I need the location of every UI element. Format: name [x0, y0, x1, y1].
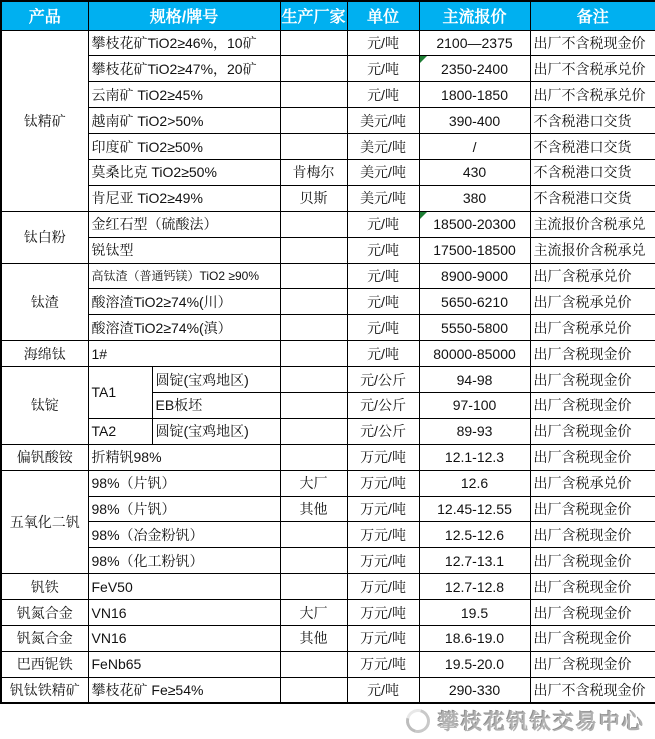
table-cell [280, 341, 347, 367]
table-cell: 12.45-12.55 [419, 496, 530, 522]
table-cell: 8900-9000 [419, 263, 530, 289]
table-cell: 美元/吨 [347, 134, 419, 160]
table-row [1, 367, 655, 393]
table-row [1, 651, 655, 677]
table-cell: VN16 [88, 625, 280, 651]
column-header: 规格/牌号 [88, 1, 280, 30]
table-cell: 元/吨 [347, 237, 419, 263]
table-cell: 97-100 [419, 392, 530, 418]
table-cell: 折精钒98% [88, 444, 280, 470]
column-header: 主流报价 [419, 1, 530, 30]
product-cell: 钒氮合金 [1, 625, 88, 651]
table-cell: 出厂含税现金价 [530, 522, 655, 548]
table-row [1, 496, 655, 522]
table-row [1, 444, 655, 470]
table-cell: 17500-18500 [419, 237, 530, 263]
table-cell: 万元/吨 [347, 470, 419, 496]
table-cell: 元/吨 [347, 341, 419, 367]
table-cell: 出厂含税现金价 [530, 625, 655, 651]
table-row [1, 108, 655, 134]
table-row [1, 625, 655, 651]
table-cell [280, 211, 347, 237]
table-cell: 肯梅尔 [280, 159, 347, 185]
column-header: 备注 [530, 1, 655, 30]
product-cell: 钛白粉 [1, 211, 88, 263]
table-cell: 万元/吨 [347, 522, 419, 548]
table-cell: 出厂含税承兑价 [530, 263, 655, 289]
table-cell: 出厂含税现金价 [530, 651, 655, 677]
table-cell [280, 30, 347, 56]
table-cell: 元/吨 [347, 315, 419, 341]
table-cell: FeV50 [88, 574, 280, 600]
table-row [1, 418, 655, 444]
product-cell: 钒氮合金 [1, 600, 88, 626]
table-cell: 万元/吨 [347, 651, 419, 677]
table-cell: 12.5-12.6 [419, 522, 530, 548]
table-cell: 不含税港口交货 [530, 159, 655, 185]
table-cell [280, 651, 347, 677]
product-cell: 钒铁 [1, 574, 88, 600]
table-cell: 锐钛型 [88, 237, 280, 263]
table-row [1, 263, 655, 289]
table-cell: 肯尼亚 TiO2≥49% [88, 185, 280, 211]
table-row [1, 289, 655, 315]
table-cell: 元/公斤 [347, 392, 419, 418]
table-cell: 出厂含税现金价 [530, 600, 655, 626]
table-row [1, 185, 655, 211]
table-cell [280, 548, 347, 574]
table-cell: 380 [419, 185, 530, 211]
product-cell: 钛锭 [1, 367, 88, 445]
table-cell: 贝斯 [280, 185, 347, 211]
table-row [1, 134, 655, 160]
table-cell: 云南矿 TiO2≥45% [88, 82, 280, 108]
table-cell: 18.6-19.0 [419, 625, 530, 651]
product-cell: 巴西铌铁 [1, 651, 88, 677]
table-cell: 元/公斤 [347, 418, 419, 444]
column-header: 生产厂家 [280, 1, 347, 30]
table-cell [280, 56, 347, 82]
table-row [1, 470, 655, 496]
table-cell: 19.5-20.0 [419, 651, 530, 677]
table-cell [280, 289, 347, 315]
column-header: 单位 [347, 1, 419, 30]
table-cell [280, 237, 347, 263]
table-row [1, 56, 655, 82]
table-cell [280, 263, 347, 289]
table-cell [280, 108, 347, 134]
table-row [1, 341, 655, 367]
table-cell: 美元/吨 [347, 108, 419, 134]
table-cell: 12.6 [419, 470, 530, 496]
table-row [1, 677, 655, 703]
table-cell: 94-98 [419, 367, 530, 393]
table-cell: 19.5 [419, 600, 530, 626]
footer-watermark [0, 704, 655, 738]
table-cell: 出厂含税承兑价 [530, 315, 655, 341]
table-cell: 不含税港口交货 [530, 185, 655, 211]
table-cell: 印度矿 TiO2≥50% [88, 134, 280, 160]
table-row [1, 211, 655, 237]
table-cell: 元/吨 [347, 677, 419, 703]
table-cell: 390-400 [419, 108, 530, 134]
table-cell: 酸溶渣TiO2≥74%(滇） [88, 315, 280, 341]
table-cell: 出厂含税承兑价 [530, 289, 655, 315]
table-cell: 万元/吨 [347, 625, 419, 651]
table-cell: 酸溶渣TiO2≥74%(川） [88, 289, 280, 315]
table-cell: 高钛渣（普通钙镁）TiO2 ≥90% [88, 263, 280, 289]
table-cell: 不含税港口交货 [530, 134, 655, 160]
table-cell [280, 574, 347, 600]
table-cell: 12.1-12.3 [419, 444, 530, 470]
table-row [1, 548, 655, 574]
table-cell: 元/吨 [347, 289, 419, 315]
table-cell: 万元/吨 [347, 496, 419, 522]
table-cell: 元/吨 [347, 30, 419, 56]
table-row [1, 30, 655, 56]
table-cell [280, 82, 347, 108]
table-row [1, 522, 655, 548]
product-cell: 偏钒酸铵 [1, 444, 88, 470]
table-cell: 80000-85000 [419, 341, 530, 367]
table-row [1, 159, 655, 185]
table-cell: 主流报价含税承兑 [530, 211, 655, 237]
table-cell: 98%（冶金粉钒） [88, 522, 280, 548]
table-cell: 出厂含税现金价 [530, 367, 655, 393]
table-cell: 元/吨 [347, 263, 419, 289]
table-cell [280, 367, 347, 393]
table-cell: 18500-20300 [419, 211, 530, 237]
table-cell: 出厂含税现金价 [530, 548, 655, 574]
table-cell: 元/吨 [347, 56, 419, 82]
table-cell: VN16 [88, 600, 280, 626]
table-cell: FeNb65 [88, 651, 280, 677]
table-cell: 攀枝花矿TiO2≥47%，20矿 [88, 56, 280, 82]
table-cell: 攀枝花矿 Fe≥54% [88, 677, 280, 703]
table-cell: 89-93 [419, 418, 530, 444]
table-cell: 出厂含税现金价 [530, 392, 655, 418]
table-cell: 出厂含税现金价 [530, 444, 655, 470]
table-cell [280, 315, 347, 341]
table-cell: 430 [419, 159, 530, 185]
product-cell: 海绵钛 [1, 341, 88, 367]
table-cell: 越南矿 TiO2>50% [88, 108, 280, 134]
table-cell: 2100—2375 [419, 30, 530, 56]
table-cell: / [419, 134, 530, 160]
product-cell: 钛渣 [1, 263, 88, 341]
product-cell: 钒钛铁精矿 [1, 677, 88, 703]
table-cell: 大厂 [280, 600, 347, 626]
table-cell: 大厂 [280, 470, 347, 496]
table-cell: 出厂含税现金价 [530, 496, 655, 522]
table-cell: 出厂不含税现金价 [530, 677, 655, 703]
table-cell: 不含税港口交货 [530, 108, 655, 134]
table-cell: 万元/吨 [347, 548, 419, 574]
product-cell: 钛精矿 [1, 30, 88, 211]
header-row [1, 1, 655, 30]
table-cell: 美元/吨 [347, 159, 419, 185]
table-cell [280, 522, 347, 548]
table-cell: 5550-5800 [419, 315, 530, 341]
table-row [1, 574, 655, 600]
table-cell: 出厂含税现金价 [530, 574, 655, 600]
table-cell: 金红石型（硫酸法） [88, 211, 280, 237]
table-cell: TA1 [88, 367, 152, 419]
table-cell: 元/吨 [347, 211, 419, 237]
table-cell [280, 134, 347, 160]
table-cell: 元/公斤 [347, 367, 419, 393]
table-row [1, 82, 655, 108]
table-cell: 2350-2400 [419, 56, 530, 82]
table-cell [280, 392, 347, 418]
column-header: 产品 [1, 1, 88, 30]
table-cell: 12.7-12.8 [419, 574, 530, 600]
table-cell: 12.7-13.1 [419, 548, 530, 574]
table-row [1, 237, 655, 263]
table-cell: 出厂含税承兑价 [530, 470, 655, 496]
table-cell: 元/吨 [347, 82, 419, 108]
table-cell: 莫桑比克 TiO2≥50% [88, 159, 280, 185]
table-cell [280, 444, 347, 470]
table-cell: 出厂不含税承兑价 [530, 82, 655, 108]
table-cell: 圆锭(宝鸡地区) [152, 367, 280, 393]
logo-circle-icon [402, 705, 435, 738]
table-cell: TA2 [88, 418, 152, 444]
table-body [1, 30, 655, 703]
table-cell: 1# [88, 341, 280, 367]
table-row [1, 600, 655, 626]
table-cell: 圆锭(宝鸡地区) [152, 418, 280, 444]
table-cell: 98%（片钒） [88, 496, 280, 522]
table-cell: 5650-6210 [419, 289, 530, 315]
table-cell: 出厂含税现金价 [530, 418, 655, 444]
product-cell: 五氧化二钒 [1, 470, 88, 574]
table-cell: 出厂不含税承兑价 [530, 56, 655, 82]
table-cell: 主流报价含税承兑 [530, 237, 655, 263]
table-cell: 出厂含税现金价 [530, 341, 655, 367]
table-cell: 万元/吨 [347, 574, 419, 600]
logo-text: 攀枝花钒钛交易中心 [438, 711, 645, 735]
table-cell: 美元/吨 [347, 185, 419, 211]
table-cell: 万元/吨 [347, 600, 419, 626]
table-cell: 98%（化工粉钒） [88, 548, 280, 574]
table-cell [280, 418, 347, 444]
table-cell: 290-330 [419, 677, 530, 703]
table-cell: 万元/吨 [347, 444, 419, 470]
table-cell: 98%（片钒） [88, 470, 280, 496]
table-cell: 其他 [280, 625, 347, 651]
table-cell: EB板坯 [152, 392, 280, 418]
table-cell: 攀枝花矿TiO2≥46%，10矿 [88, 30, 280, 56]
table-row [1, 315, 655, 341]
table-cell: 1800-1850 [419, 82, 530, 108]
table-cell: 出厂不含税现金价 [530, 30, 655, 56]
table-cell [280, 677, 347, 703]
table-cell: 其他 [280, 496, 347, 522]
